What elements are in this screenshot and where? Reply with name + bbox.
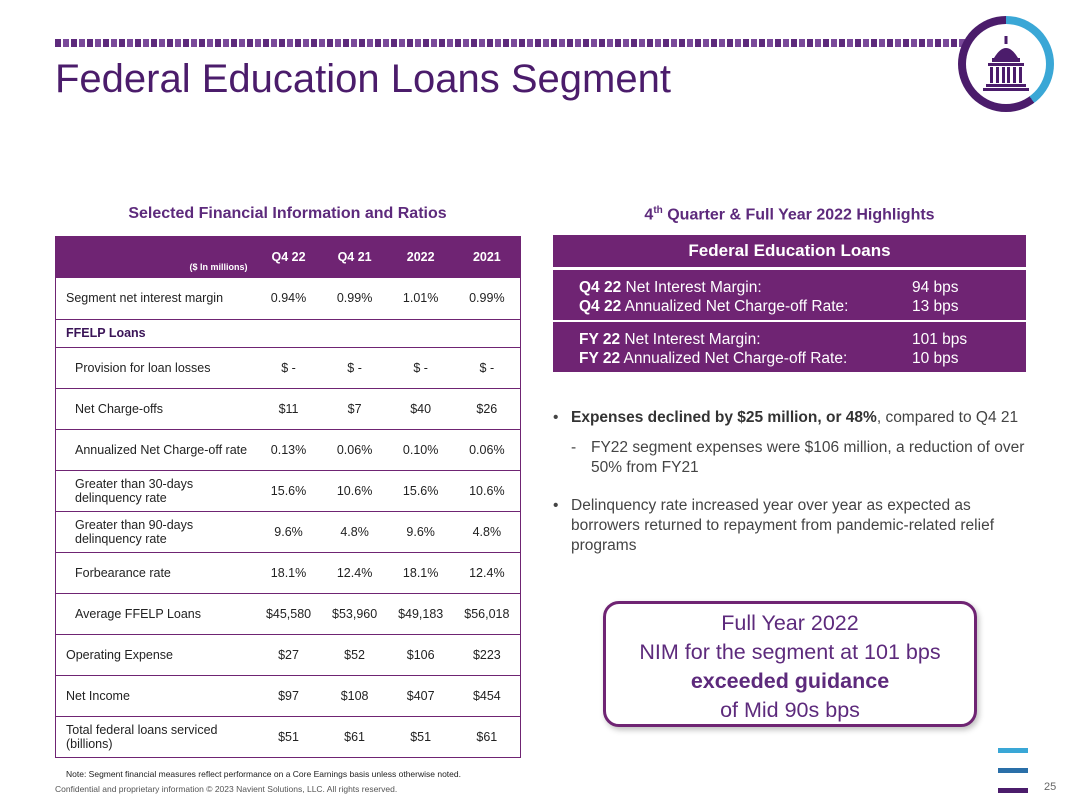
highlight-label: Q4 22 Net Interest Margin: xyxy=(579,279,762,296)
cell-value: $27 xyxy=(256,634,322,675)
row-label: Greater than 90-days delinquency rate xyxy=(56,511,256,552)
cell-value: $106 xyxy=(388,634,454,675)
cell-value: 9.6% xyxy=(256,511,322,552)
callout-line: NIM for the segment at 101 bps xyxy=(639,640,941,664)
highlight-row xyxy=(579,330,1000,349)
cell-value: $40 xyxy=(388,388,454,429)
highlight-value: 94 bps xyxy=(912,279,959,296)
page-number: 25 xyxy=(1044,781,1057,793)
table-row xyxy=(56,388,521,429)
cell-value: $51 xyxy=(388,716,454,757)
bullet-expenses: • Expenses declined by $25 million, or 48%, compared to Q4 21 xyxy=(553,408,1033,428)
decorative-bars-icon xyxy=(998,748,1028,808)
column-header: Q4 21 xyxy=(322,236,388,278)
cell-value: 4.8% xyxy=(454,511,521,552)
capitol-building-icon xyxy=(958,16,1054,112)
column-header: Q4 22 xyxy=(256,236,322,278)
cell-value: $454 xyxy=(454,675,521,716)
subbullet-fy22-expenses: - FY22 segment expenses were $106 million, a reduction of over 50% from FY21 xyxy=(553,438,1033,478)
cell-value: 15.6% xyxy=(256,470,322,511)
cell-value: 0.99% xyxy=(454,278,521,319)
right-section-heading: 4th Quarter & Full Year 2022 Highlights xyxy=(644,205,935,224)
cell-value: $ - xyxy=(454,347,521,388)
cell-value: $49,183 xyxy=(388,593,454,634)
cell-value: 15.6% xyxy=(388,470,454,511)
bullet-delinquency: • Delinquency rate increased year over year as expected as borrowers returned to repayment from pandemic-related relief programs xyxy=(553,496,1033,556)
highlights-bullets xyxy=(553,408,1033,566)
cell-value: $26 xyxy=(454,388,521,429)
left-section-heading: Selected Financial Information and Ratios xyxy=(128,205,447,222)
cell-value xyxy=(388,319,454,347)
cell-value: 0.10% xyxy=(388,429,454,470)
table-row xyxy=(56,511,521,552)
callout-line: Full Year 2022 xyxy=(721,611,859,635)
callout-line: exceeded guidance xyxy=(690,669,890,693)
bar xyxy=(998,748,1028,753)
confidential-notice: Confidential and proprietary information © 2023 Navient Solutions, LLC. All rights reserved. xyxy=(55,784,398,794)
highlight-label: FY 22 Net Interest Margin: xyxy=(579,331,761,348)
table-header-row xyxy=(56,236,521,278)
cell-value: 0.99% xyxy=(322,278,388,319)
row-label: Average FFELP Loans xyxy=(56,593,256,634)
cell-value: 9.6% xyxy=(388,511,454,552)
cell-value: 4.8% xyxy=(322,511,388,552)
table-row xyxy=(56,347,521,388)
cell-value: $61 xyxy=(454,716,521,757)
cell-value: 0.13% xyxy=(256,429,322,470)
cell-value: 1.01% xyxy=(388,278,454,319)
cell-value xyxy=(322,319,388,347)
cell-value: $ - xyxy=(388,347,454,388)
cell-value: 0.06% xyxy=(322,429,388,470)
q4-highlights-box xyxy=(553,270,1026,320)
row-label: Net Income xyxy=(56,675,256,716)
cell-value: 10.6% xyxy=(454,470,521,511)
row-label: Provision for loan losses xyxy=(56,347,256,388)
cell-value: $11 xyxy=(256,388,322,429)
column-header: 2022 xyxy=(388,236,454,278)
row-label: FFELP Loans xyxy=(56,319,256,347)
cell-value: $45,580 xyxy=(256,593,322,634)
highlight-row xyxy=(579,349,1000,368)
cell-value xyxy=(454,319,521,347)
table-subheader-row xyxy=(56,319,521,347)
row-label: Net Charge-offs xyxy=(56,388,256,429)
table-row xyxy=(56,593,521,634)
highlights-box-title: Federal Education Loans xyxy=(553,235,1026,267)
row-label: Annualized Net Charge-off rate xyxy=(56,429,256,470)
unit-label: ($ In millions) xyxy=(56,236,256,278)
cell-value: $223 xyxy=(454,634,521,675)
callout-line: of Mid 90s bps xyxy=(720,698,860,722)
cell-value: $407 xyxy=(388,675,454,716)
page-title: Federal Education Loans Segment xyxy=(55,57,671,101)
cell-value: $7 xyxy=(322,388,388,429)
highlight-label: FY 22 Annualized Net Charge-off Rate: xyxy=(579,350,848,367)
cell-value: $51 xyxy=(256,716,322,757)
fy-highlights-box xyxy=(553,322,1026,372)
highlight-row xyxy=(579,297,1000,316)
table-row xyxy=(56,278,521,319)
financial-table xyxy=(55,236,521,758)
highlight-label: Q4 22 Annualized Net Charge-off Rate: xyxy=(579,298,849,315)
cell-value: 18.1% xyxy=(388,552,454,593)
table-row xyxy=(56,716,521,757)
cell-value: $56,018 xyxy=(454,593,521,634)
capitol-svg xyxy=(980,36,1032,92)
cell-value xyxy=(256,319,322,347)
row-label: Greater than 30-days delinquency rate xyxy=(56,470,256,511)
highlight-value: 13 bps xyxy=(912,298,959,315)
footnote: Note: Segment financial measures reflect performance on a Core Earnings basis unless otherwise noted. xyxy=(66,769,461,779)
cell-value: $108 xyxy=(322,675,388,716)
table-row xyxy=(56,552,521,593)
nim-callout-box xyxy=(603,601,977,727)
row-label: Operating Expense xyxy=(56,634,256,675)
highlight-value: 101 bps xyxy=(912,331,968,348)
bar xyxy=(998,768,1028,773)
highlight-row xyxy=(579,278,1000,297)
top-decorative-bar xyxy=(55,39,985,47)
cell-value: 18.1% xyxy=(256,552,322,593)
cell-value: $97 xyxy=(256,675,322,716)
table-row xyxy=(56,634,521,675)
highlight-value: 10 bps xyxy=(912,350,959,367)
cell-value: 12.4% xyxy=(454,552,521,593)
cell-value: $52 xyxy=(322,634,388,675)
cell-value: 0.94% xyxy=(256,278,322,319)
cell-value: 0.06% xyxy=(454,429,521,470)
cell-value: $53,960 xyxy=(322,593,388,634)
table-row xyxy=(56,429,521,470)
column-header: 2021 xyxy=(454,236,521,278)
row-label: Total federal loans serviced (billions) xyxy=(56,716,256,757)
cell-value: $61 xyxy=(322,716,388,757)
bar xyxy=(998,788,1028,793)
logo-inner-circle xyxy=(966,24,1046,104)
table-row xyxy=(56,675,521,716)
cell-value: 10.6% xyxy=(322,470,388,511)
table-row xyxy=(56,470,521,511)
row-label: Segment net interest margin xyxy=(56,278,256,319)
cell-value: 12.4% xyxy=(322,552,388,593)
cell-value: $ - xyxy=(322,347,388,388)
row-label: Forbearance rate xyxy=(56,552,256,593)
cell-value: $ - xyxy=(256,347,322,388)
